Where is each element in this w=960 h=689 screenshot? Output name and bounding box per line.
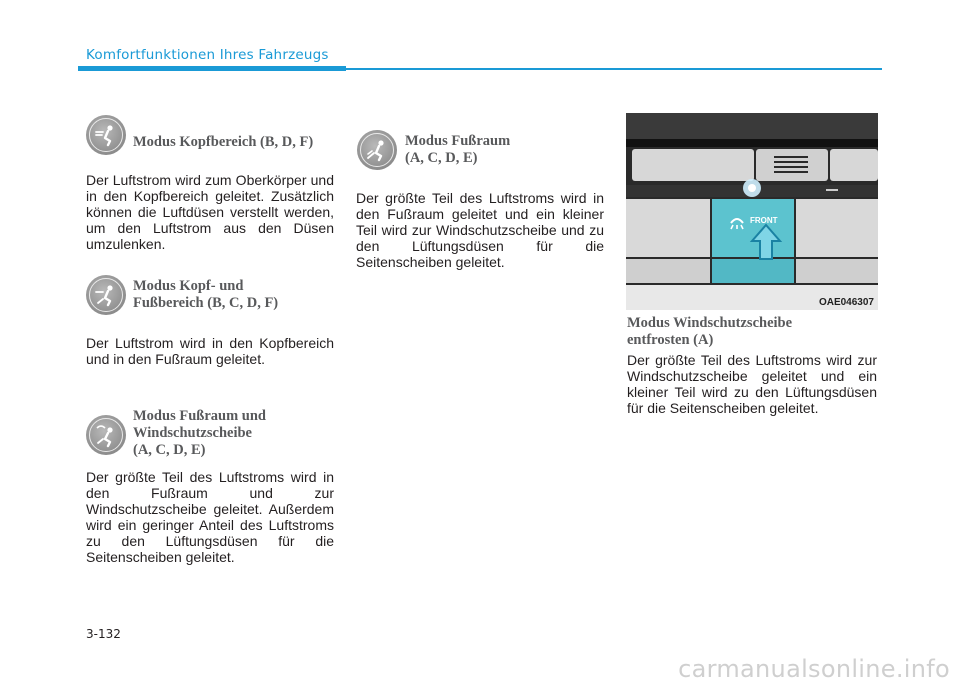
mode-head-floor-title-line1: Modus Kopf- und [133,278,244,294]
mode-floor-description: Der größte Teil des Luftstroms wird in den Fußraum geleitet und ein kleiner Teil wird zur Windschutzscheibe und zu den Lüftungsdüsen für die Seitenscheiben geleitet. [356,190,604,270]
mode-defrost-title-line2: entfrosten (A) [627,332,714,348]
face-floor-vent-icon [86,275,126,315]
mode-head-floor-description: Der Luftstrom wird in den Kopfbereich und in den Fußraum geleitet. [86,335,334,367]
page-header-title: Komfortfunktionen Ihres Fahrzeugs [86,47,329,63]
mode-floor-windshield-title-line1: Modus Fußraum und [133,408,266,424]
mode-head-title: Modus Kopfbereich (B, D, F) [133,134,314,150]
mode-floor-title-line1: Modus Fußraum [405,133,511,149]
face-vent-icon [86,115,126,155]
photo-caption: OAE046307 [818,297,874,308]
front-button-label: FRONT [750,216,778,225]
watermark: carmanualsonline.info [678,655,950,683]
mode-head-floor-title [133,278,278,312]
mode-floor-windshield-title-line2: Windschutzscheibe [133,425,252,441]
mode-head-floor-title-line2: Fußbereich (B, C, D, F) [133,295,279,311]
mode-floor-windshield-description: Der größte Teil des Luftstroms wird in den Fußraum und zur Windschutzscheibe geleitet. Außerdem wird ein geringer Anteil des Luftstroms zu den Lüftungsdüsen für die Seitenscheiben geleitet. [86,469,334,565]
mode-defrost-description: Der größte Teil des Luftstroms wird zur Windschutzscheibe geleitet und ein kleiner Teil wird zu den Lüftungsdüsen für die Seitenscheiben geleitet. [627,352,877,416]
mode-defrost-title [627,315,792,349]
page-number: 3-132 [86,627,121,641]
floor-vent-icon [357,130,397,170]
mode-floor-title-line2: (A, C, D, E) [405,150,478,166]
mode-floor-title [405,133,510,167]
header-rule-thick [78,66,346,71]
mode-floor-windshield-title-line3: (A, C, D, E) [133,442,206,458]
mode-head-description: Der Luftstrom wird zum Oberkörper und in den Kopfbereich geleitet. Zusätzlich können die Luftdüsen verstellt werden, um den Luftstrom aus den Düsen umzulenken. [86,172,334,252]
mode-defrost-title-line1: Modus Windschutzscheibe [627,315,793,331]
header-rule-thin [346,68,882,70]
floor-defrost-vent-icon [86,415,126,455]
defrost-button-photo [626,113,878,310]
mode-floor-windshield-title [133,408,266,459]
